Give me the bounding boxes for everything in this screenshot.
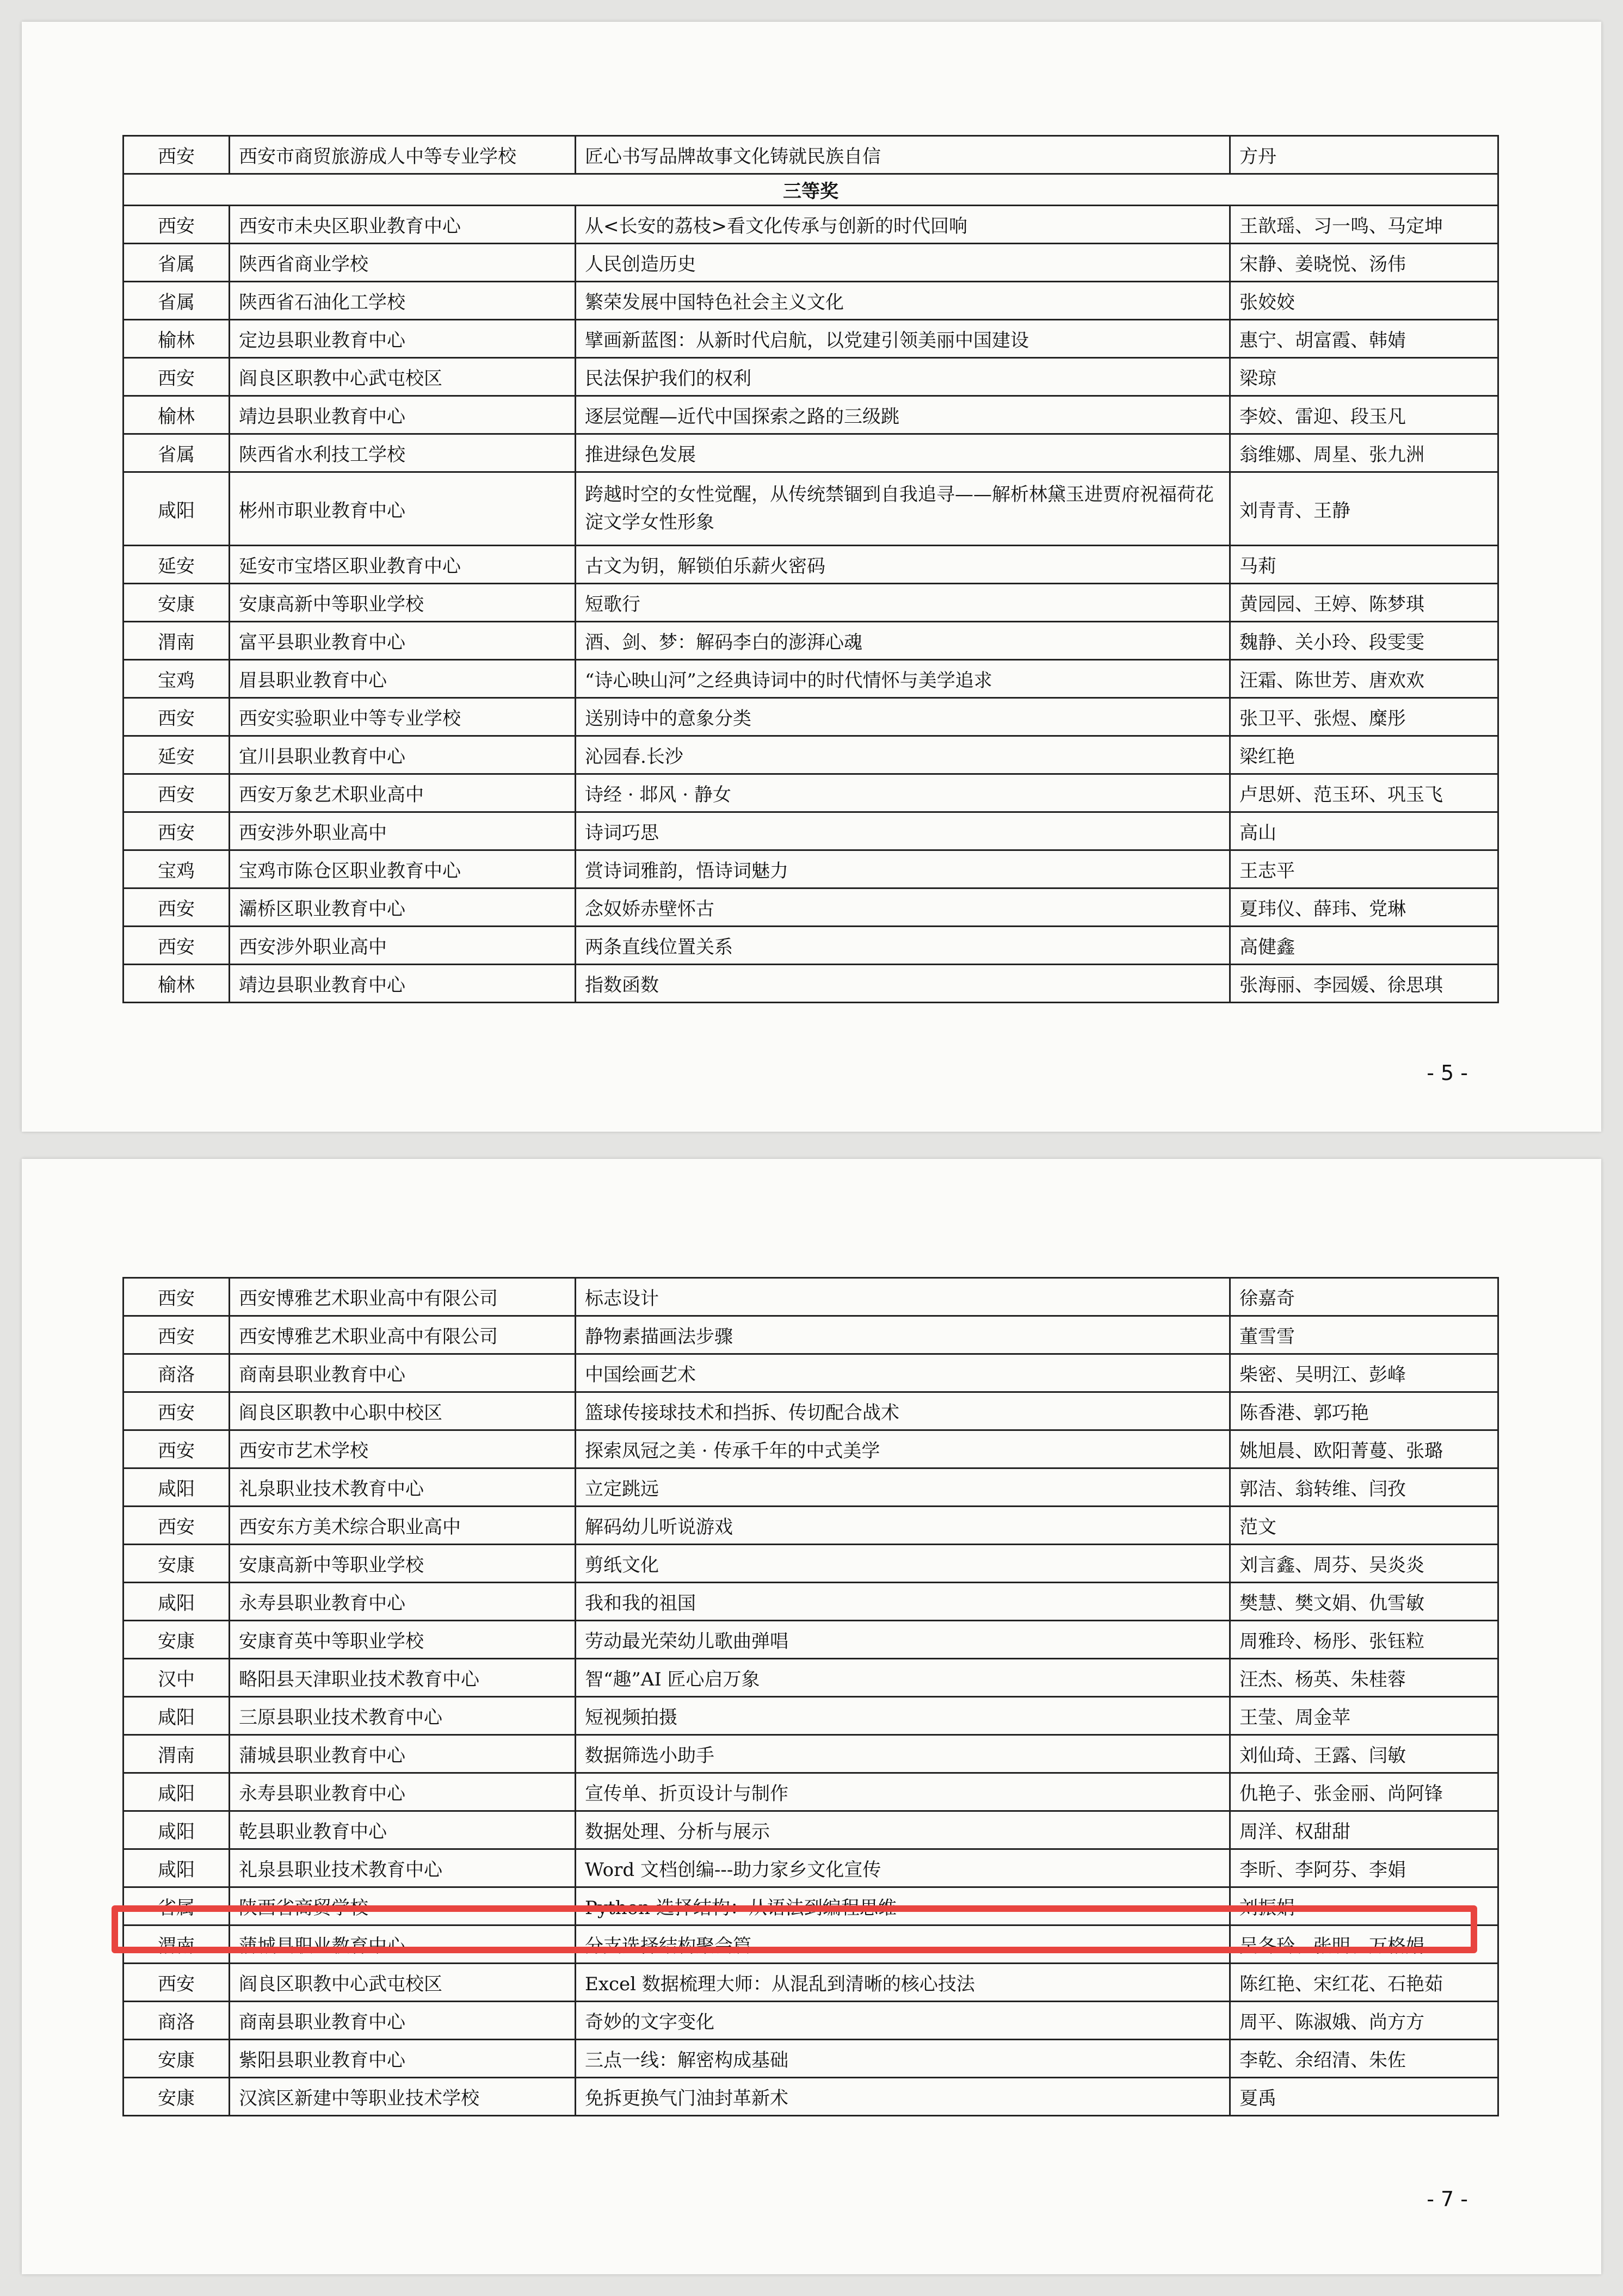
authors-cell: 李乾、余绍清、朱佐: [1230, 2040, 1498, 2078]
authors-cell: 柴密、吴明江、彭峰: [1230, 1354, 1498, 1392]
region-cell: 西安: [124, 888, 230, 927]
school-cell: 靖边县职业教育中心: [230, 396, 576, 434]
title-cell: 擘画新蓝图：从新时代启航，以党建引领美丽中国建设: [576, 320, 1230, 358]
authors-cell: 翁维娜、周星、张九洲: [1230, 434, 1498, 472]
school-cell: 陕西省石油化工学校: [230, 282, 576, 320]
table-row: [124, 1887, 1498, 1925]
authors-cell: 王莹、周金苹: [1230, 1697, 1498, 1735]
title-cell: 三点一线：解密构成基础: [576, 2040, 1230, 2078]
school-cell: 陕西省商业学校: [230, 244, 576, 282]
title-cell: 匠心书写品牌故事文化铸就民族自信: [576, 136, 1230, 174]
school-cell: 商南县职业教育中心: [230, 2002, 576, 2040]
region-cell: 安康: [124, 2078, 230, 2116]
authors-cell: 姚旭晨、欧阳菁蔓、张璐: [1230, 1430, 1498, 1468]
authors-cell: 汪霜、陈世芳、唐欢欢: [1230, 660, 1498, 698]
table-row: [124, 1964, 1498, 2002]
authors-cell: 惠宁、胡富霞、韩婧: [1230, 320, 1498, 358]
region-cell: 西安: [124, 358, 230, 396]
region-cell: 安康: [124, 1621, 230, 1659]
title-cell: 剪纸文化: [576, 1545, 1230, 1583]
school-cell: 西安涉外职业高中: [230, 927, 576, 965]
school-cell: 永寿县职业教育中心: [230, 1773, 576, 1811]
title-cell: 繁荣发展中国特色社会主义文化: [576, 282, 1230, 320]
school-cell: 西安博雅艺术职业高中有限公司: [230, 1316, 576, 1354]
region-cell: 渭南: [124, 622, 230, 660]
authors-cell: 王志平: [1230, 850, 1498, 888]
school-cell: 西安市艺术学校: [230, 1430, 576, 1468]
title-cell: 送别诗中的意象分类: [576, 698, 1230, 736]
school-cell: 汉滨区新建中等职业技术学校: [230, 2078, 576, 2116]
region-cell: 安康: [124, 1545, 230, 1583]
region-cell: 咸阳: [124, 472, 230, 546]
school-cell: 宝鸡市陈仓区职业教育中心: [230, 850, 576, 888]
region-cell: 西安: [124, 698, 230, 736]
authors-cell: 宋静、姜晓悦、汤伟: [1230, 244, 1498, 282]
school-cell: 商南县职业教育中心: [230, 1354, 576, 1392]
region-cell: 西安: [124, 927, 230, 965]
school-cell: 西安万象艺术职业高中: [230, 774, 576, 812]
table-row: [124, 812, 1498, 850]
authors-cell: 方丹: [1230, 136, 1498, 174]
authors-cell: 吴冬玲、张明、万格娟: [1230, 1925, 1498, 1964]
region-cell: 安康: [124, 584, 230, 622]
table-row: [124, 1849, 1498, 1887]
authors-cell: 张姣姣: [1230, 282, 1498, 320]
school-cell: 蒲城县职业教育中心: [230, 1735, 576, 1773]
region-cell: 延安: [124, 546, 230, 584]
awards-table-page-5: [122, 135, 1499, 1003]
authors-cell: 陈香港、郭巧艳: [1230, 1392, 1498, 1430]
region-cell: 榆林: [124, 396, 230, 434]
table-row: [124, 888, 1498, 927]
school-cell: 西安东方美术综合职业高中: [230, 1507, 576, 1545]
document-page-5: [22, 22, 1601, 1132]
school-cell: 西安市商贸旅游成人中等专业学校: [230, 136, 576, 174]
authors-cell: 周洋、权甜甜: [1230, 1811, 1498, 1849]
region-cell: 咸阳: [124, 1697, 230, 1735]
authors-cell: 梁琼: [1230, 358, 1498, 396]
school-cell: 西安博雅艺术职业高中有限公司: [230, 1278, 576, 1316]
school-cell: 紫阳县职业教育中心: [230, 2040, 576, 2078]
title-cell: 智“趣”AI 匠心启万象: [576, 1659, 1230, 1697]
table-row: [124, 1507, 1498, 1545]
title-cell: 静物素描画法步骤: [576, 1316, 1230, 1354]
table-row: [124, 698, 1498, 736]
authors-cell: 刘振娟: [1230, 1887, 1498, 1925]
table-row: [124, 774, 1498, 812]
region-cell: 西安: [124, 1430, 230, 1468]
page-number: - 7 -: [1427, 2187, 1468, 2211]
school-cell: 西安市未央区职业教育中心: [230, 206, 576, 244]
school-cell: 略阳县天津职业技术教育中心: [230, 1659, 576, 1697]
title-cell: 劳动最光荣幼儿歌曲弹唱: [576, 1621, 1230, 1659]
title-cell: 免拆更换气门油封革新术: [576, 2078, 1230, 2116]
title-cell: 分支选择结构聚会篇: [576, 1925, 1230, 1964]
school-cell: 靖边县职业教育中心: [230, 965, 576, 1003]
school-cell: 陕西省水利技工学校: [230, 434, 576, 472]
authors-cell: 樊慧、樊文娟、仇雪敏: [1230, 1583, 1498, 1621]
school-cell: 富平县职业教育中心: [230, 622, 576, 660]
table-row: [124, 1430, 1498, 1468]
table-row: [124, 1621, 1498, 1659]
section-header-row: [124, 174, 1498, 206]
authors-cell: 董雪雪: [1230, 1316, 1498, 1354]
title-cell: 解码幼儿听说游戏: [576, 1507, 1230, 1545]
authors-cell: 范文: [1230, 1507, 1498, 1545]
school-cell: 眉县职业教育中心: [230, 660, 576, 698]
title-cell: 古文为钥，解锁伯乐薪火密码: [576, 546, 1230, 584]
authors-cell: 周雅玲、杨彤、张钰粒: [1230, 1621, 1498, 1659]
region-cell: 渭南: [124, 1925, 230, 1964]
region-cell: 宝鸡: [124, 850, 230, 888]
title-cell: 探索凤冠之美 · 传承千年的中式美学: [576, 1430, 1230, 1468]
school-cell: 阎良区职教中心职中校区: [230, 1392, 576, 1430]
title-cell: 中国绘画艺术: [576, 1354, 1230, 1392]
title-cell: 标志设计: [576, 1278, 1230, 1316]
region-cell: 宝鸡: [124, 660, 230, 698]
region-cell: 西安: [124, 1964, 230, 2002]
region-cell: 西安: [124, 1316, 230, 1354]
title-cell: 推进绿色发展: [576, 434, 1230, 472]
table-row: [124, 1545, 1498, 1583]
authors-cell: 卢思妍、范玉环、巩玉飞: [1230, 774, 1498, 812]
table-row: [124, 206, 1498, 244]
table-row: [124, 1278, 1498, 1316]
title-cell: 人民创造历史: [576, 244, 1230, 282]
authors-cell: 张卫平、张煜、糜彤: [1230, 698, 1498, 736]
authors-cell: 夏玮仪、薛玮、党琳: [1230, 888, 1498, 927]
table-row: [124, 358, 1498, 396]
authors-cell: 张海丽、李园媛、徐思琪: [1230, 965, 1498, 1003]
table-row: [124, 965, 1498, 1003]
region-cell: 西安: [124, 1392, 230, 1430]
region-cell: 省属: [124, 244, 230, 282]
region-cell: 咸阳: [124, 1583, 230, 1621]
title-cell: 沁园春.长沙: [576, 736, 1230, 774]
region-cell: 咸阳: [124, 1468, 230, 1507]
region-cell: 商洛: [124, 2002, 230, 2040]
title-cell: 短歌行: [576, 584, 1230, 622]
authors-cell: 高山: [1230, 812, 1498, 850]
title-cell: 奇妙的文字变化: [576, 2002, 1230, 2040]
region-cell: 西安: [124, 206, 230, 244]
title-cell: Word 文档创编---助力家乡文化宣传: [576, 1849, 1230, 1887]
table-row: [124, 927, 1498, 965]
table-row: [124, 584, 1498, 622]
region-cell: 省属: [124, 1887, 230, 1925]
table-row: [124, 136, 1498, 174]
region-cell: 西安: [124, 812, 230, 850]
title-cell: 两条直线位置关系: [576, 927, 1230, 965]
table-row: [124, 1392, 1498, 1430]
region-cell: 渭南: [124, 1735, 230, 1773]
table-row: [124, 850, 1498, 888]
table-row: [124, 546, 1498, 584]
table-row: [124, 320, 1498, 358]
school-cell: 西安实验职业中等专业学校: [230, 698, 576, 736]
school-cell: 阎良区职教中心武屯校区: [230, 358, 576, 396]
title-cell: 数据筛选小助手: [576, 1735, 1230, 1773]
title-cell: 民法保护我们的权利: [576, 358, 1230, 396]
school-cell: 蒲城县职业教育中心: [230, 1925, 576, 1964]
title-cell: Excel 数据梳理大师：从混乱到清晰的核心技法: [576, 1964, 1230, 2002]
table-row: [124, 2002, 1498, 2040]
school-cell: 西安涉外职业高中: [230, 812, 576, 850]
title-cell: “诗心映山河”之经典诗词中的时代情怀与美学追求: [576, 660, 1230, 698]
authors-cell: 汪杰、杨英、朱桂蓉: [1230, 1659, 1498, 1697]
title-cell: 数据处理、分析与展示: [576, 1811, 1230, 1849]
region-cell: 咸阳: [124, 1773, 230, 1811]
authors-cell: 仇艳子、张金丽、尚阿锋: [1230, 1773, 1498, 1811]
table-row: [124, 1735, 1498, 1773]
section-title-third-prize: 三等奖: [124, 174, 1498, 206]
school-cell: 安康育英中等职业学校: [230, 1621, 576, 1659]
table-row: [124, 282, 1498, 320]
table-row: [124, 472, 1498, 546]
school-cell: 安康高新中等职业学校: [230, 1545, 576, 1583]
table-row: [124, 434, 1498, 472]
authors-cell: 梁红艳: [1230, 736, 1498, 774]
authors-cell: 刘青青、王静: [1230, 472, 1498, 546]
region-cell: 省属: [124, 282, 230, 320]
region-cell: 榆林: [124, 965, 230, 1003]
school-cell: 灞桥区职业教育中心: [230, 888, 576, 927]
title-cell: 从<长安的荔枝>看文化传承与创新的时代回响: [576, 206, 1230, 244]
region-cell: 咸阳: [124, 1849, 230, 1887]
school-cell: 礼泉职业技术教育中心: [230, 1468, 576, 1507]
table-row: [124, 736, 1498, 774]
authors-cell: 高健鑫: [1230, 927, 1498, 965]
region-cell: 咸阳: [124, 1811, 230, 1849]
table-row: [124, 244, 1498, 282]
region-cell: 榆林: [124, 320, 230, 358]
authors-cell: 刘仙琦、王露、闫敏: [1230, 1735, 1498, 1773]
region-cell: 安康: [124, 2040, 230, 2078]
authors-cell: 王歆瑶、习一鸣、马定坤: [1230, 206, 1498, 244]
table-row: [124, 622, 1498, 660]
title-cell: 短视频拍摄: [576, 1697, 1230, 1735]
title-cell: 我和我的祖国: [576, 1583, 1230, 1621]
authors-cell: 魏静、关小玲、段雯雯: [1230, 622, 1498, 660]
school-cell: 彬州市职业教育中心: [230, 472, 576, 546]
table-row: [124, 2040, 1498, 2078]
school-cell: 陕西省商贸学校: [230, 1887, 576, 1925]
region-cell: 西安: [124, 1507, 230, 1545]
title-cell: 酒、剑、梦：解码李白的澎湃心魂: [576, 622, 1230, 660]
table-row: [124, 1468, 1498, 1507]
school-cell: 阎良区职教中心武屯校区: [230, 1964, 576, 2002]
region-cell: 商洛: [124, 1354, 230, 1392]
title-cell: 篮球传接球技术和挡拆、传切配合战术: [576, 1392, 1230, 1430]
authors-cell: 刘言鑫、周芬、吴炎炎: [1230, 1545, 1498, 1583]
document-page-7: [22, 1159, 1601, 2274]
table-row: [124, 1773, 1498, 1811]
table-row: [124, 1925, 1498, 1964]
school-cell: 延安市宝塔区职业教育中心: [230, 546, 576, 584]
school-cell: 宜川县职业教育中心: [230, 736, 576, 774]
school-cell: 三原县职业技术教育中心: [230, 1697, 576, 1735]
authors-cell: 夏禹: [1230, 2078, 1498, 2116]
region-cell: 西安: [124, 136, 230, 174]
table-row: [124, 1316, 1498, 1354]
title-cell: 立定跳远: [576, 1468, 1230, 1507]
title-cell: 诗经 · 邶风 · 静女: [576, 774, 1230, 812]
school-cell: 礼泉县职业技术教育中心: [230, 1849, 576, 1887]
title-cell: 诗词巧思: [576, 812, 1230, 850]
table-row: [124, 1354, 1498, 1392]
region-cell: 西安: [124, 774, 230, 812]
region-cell: 汉中: [124, 1659, 230, 1697]
table-row: [124, 396, 1498, 434]
school-cell: 永寿县职业教育中心: [230, 1583, 576, 1621]
authors-cell: 郭洁、翁转维、闫孜: [1230, 1468, 1498, 1507]
school-cell: 定边县职业教育中心: [230, 320, 576, 358]
table-row: [124, 2078, 1498, 2116]
authors-cell: 黄园园、王婷、陈梦琪: [1230, 584, 1498, 622]
school-cell: 乾县职业教育中心: [230, 1811, 576, 1849]
title-cell: Python 选择结构：从语法到编程思维: [576, 1887, 1230, 1925]
table-row: [124, 1659, 1498, 1697]
title-cell: 宣传单、折页设计与制作: [576, 1773, 1230, 1811]
awards-table-page-7: [122, 1277, 1499, 2116]
title-cell: 跨越时空的女性觉醒，从传统禁锢到自我追寻——解析林黛玉进贾府祝福荷花淀文学女性形象: [576, 472, 1230, 546]
region-cell: 西安: [124, 1278, 230, 1316]
authors-cell: 李昕、李阿芬、李娟: [1230, 1849, 1498, 1887]
table-row: [124, 660, 1498, 698]
title-cell: 赏诗词雅韵，悟诗词魅力: [576, 850, 1230, 888]
authors-cell: 周平、陈淑娥、尚方方: [1230, 2002, 1498, 2040]
authors-cell: 李姣、雷迎、段玉凡: [1230, 396, 1498, 434]
table-row: [124, 1697, 1498, 1735]
title-cell: 逐层觉醒—近代中国探索之路的三级跳: [576, 396, 1230, 434]
title-cell: 念奴娇赤壁怀古: [576, 888, 1230, 927]
authors-cell: 马莉: [1230, 546, 1498, 584]
authors-cell: 徐嘉奇: [1230, 1278, 1498, 1316]
page-number: - 5 -: [1427, 1061, 1468, 1085]
region-cell: 省属: [124, 434, 230, 472]
table-row: [124, 1583, 1498, 1621]
table-row: [124, 1811, 1498, 1849]
region-cell: 延安: [124, 736, 230, 774]
school-cell: 安康高新中等职业学校: [230, 584, 576, 622]
title-cell: 指数函数: [576, 965, 1230, 1003]
authors-cell: 陈红艳、宋红花、石艳茹: [1230, 1964, 1498, 2002]
